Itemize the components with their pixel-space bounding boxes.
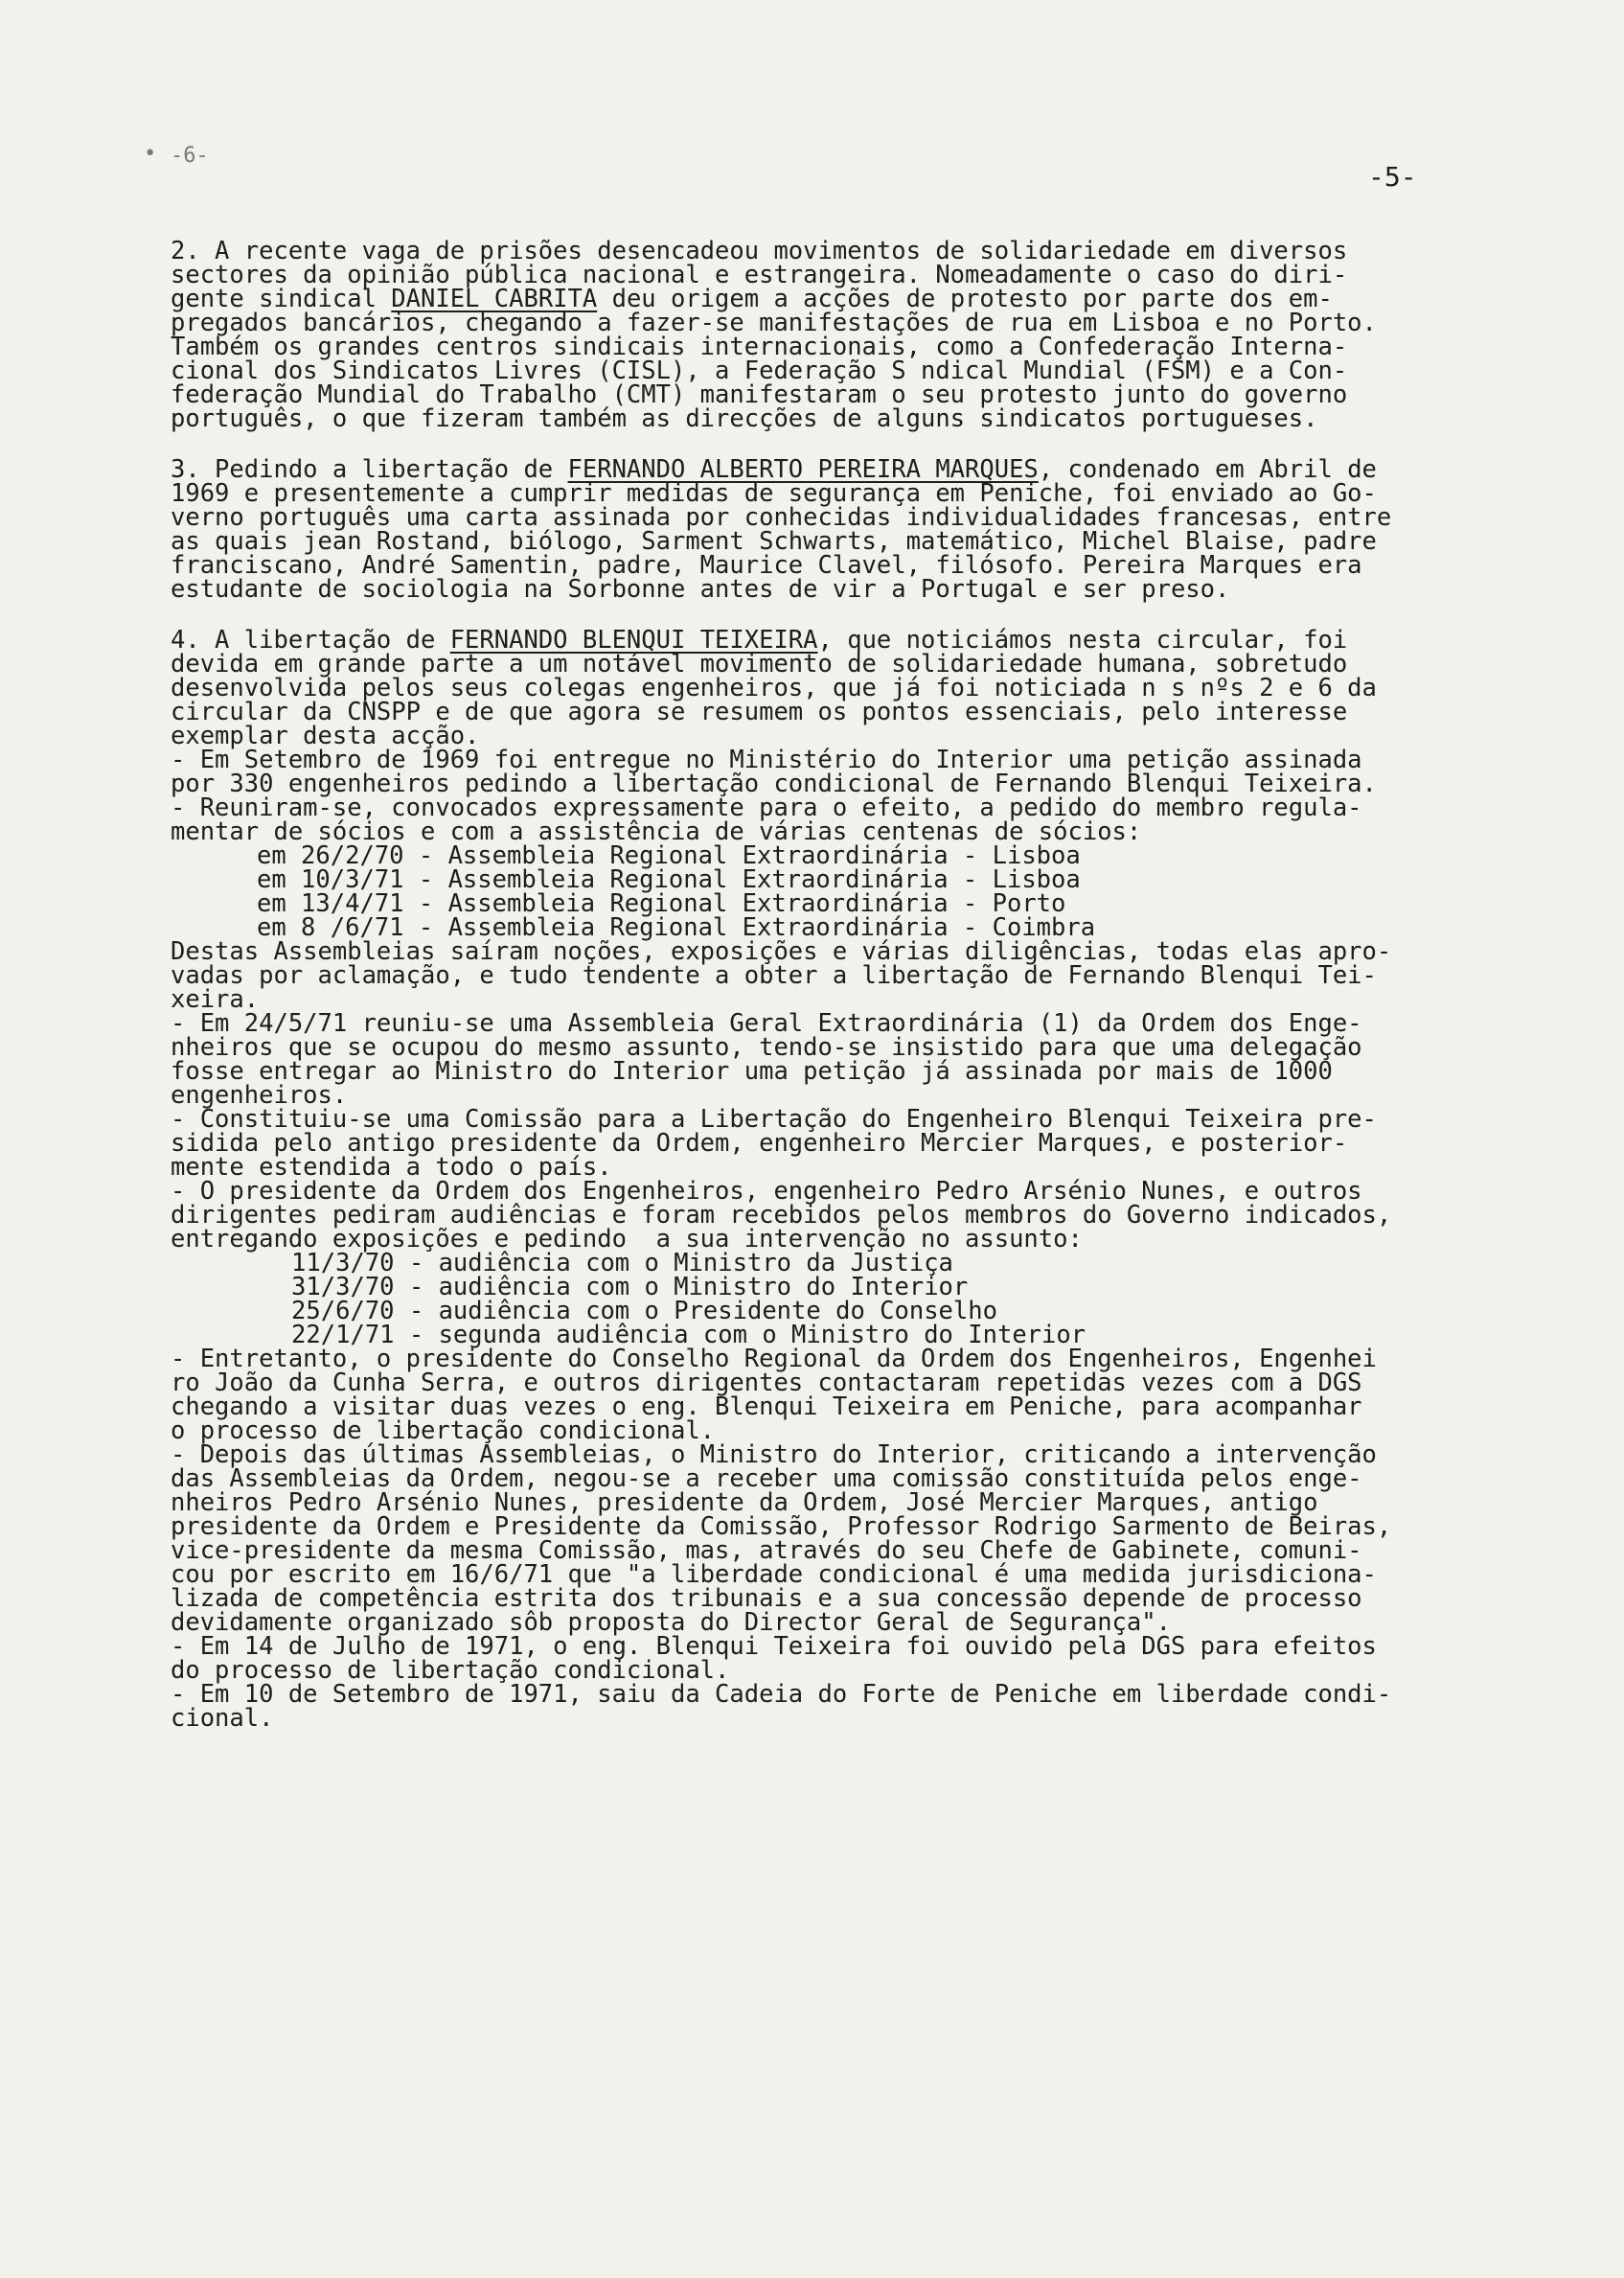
text-line: franciscano, André Samentin, padre, Maurice Clavel, filósofo. Pereira Marques era — [171, 551, 1362, 580]
line-segment: 3. Pedindo a libertação de — [171, 455, 568, 484]
text-line: mentar de sócios e com a assistência de várias centenas de sócios: — [171, 817, 1142, 846]
text-line: Também os grandes centros sindicais internacionais, como a Confederação Interna- — [171, 333, 1348, 361]
paragraph-2 — [171, 237, 1493, 433]
text-line: federação Mundial do Trabalho (CMT) manifestaram o seu protesto junto do governo — [171, 380, 1348, 409]
paragraph-gap — [171, 602, 1493, 629]
text-line: lizada de competência estrita dos tribunais e a sua concessão depende de processo — [171, 1584, 1362, 1613]
text-line: - Em 14 de Julho de 1971, o eng. Blenqui Teixeira foi ouvido pela DGS para efeitos — [171, 1632, 1377, 1661]
text-line: em 26/2/70 - Assembleia Regional Extraordinária - Lisboa — [257, 841, 1081, 870]
text-line: exemplar desta acção. — [171, 722, 480, 750]
paragraph-3 — [171, 455, 1493, 604]
text-line: 22/1/71 - segunda audiência com o Ministro do Interior — [247, 1321, 1086, 1349]
text-line: as quais jean Rostand, biólogo, Sarment Schwarts, matemático, Michel Blaise, padre — [171, 527, 1377, 556]
text-line: cou por escrito em 16/6/71 que "a liberdade condicional é uma medida jurisdiciona- — [171, 1560, 1377, 1589]
paragraph-gap — [171, 431, 1493, 458]
text-line: 11/3/70 - audiência com o Ministro da Justiça — [247, 1249, 953, 1277]
text-line: - Entretanto, o presidente do Conselho Regional da Ordem dos Engenheiros, Engenhei — [171, 1345, 1377, 1373]
underlined-name: FERNANDO ALBERTO PEREIRA MARQUES — [567, 455, 1039, 484]
text-line: circular da CNSPP e de que agora se resumem os pontos essenciais, pelo interesse — [171, 698, 1348, 726]
text-line: estudante de sociologia na Sorbonne antes de vir a Portugal e ser preso. — [171, 575, 1230, 604]
text-line: nheiros que se ocupou do mesmo assunto, tendo-se insistido para que uma delegação — [171, 1033, 1362, 1062]
text-line: sectores da opinião pública nacional e estrangeira. Nomeadamente o caso do diri- — [171, 261, 1348, 289]
text-line: - Em 10 de Setembro de 1971, saiu da Cadeia do Forte de Peniche em liberdade condi- — [171, 1680, 1392, 1709]
text-line: o processo de libertação condicional. — [171, 1416, 716, 1445]
text-line: - Depois das últimas Assembleias, o Ministro do Interior, criticando a intervenção — [171, 1440, 1377, 1469]
text-line: português, o que fizeram também as direcções de alguns sindicatos portugueses. — [171, 404, 1318, 433]
underlined-name: DANIEL CABRITA — [391, 285, 598, 313]
text-line: 2. A recente vaga de prisões desencadeou movimentos de solidariedade em diversos — [171, 237, 1348, 265]
text-line: ro João da Cunha Serra, e outros dirigentes contactaram repetidas vezes com a DGS — [171, 1369, 1362, 1397]
line-segment: 4. A libertação de — [171, 626, 450, 655]
text-line: - Reuniram-se, convocados expressamente para o efeito, a pedido do membro regula- — [171, 794, 1362, 822]
underlined-name: FERNANDO BLENQUI TEIXEIRA — [449, 626, 818, 655]
text-line: devidamente organizado sôb proposta do Director Geral de Segurança". — [171, 1608, 1171, 1637]
text-line: - Em 24/5/71 reuniu-se uma Assembleia Geral Extraordinária (1) da Ordem dos Enge- — [171, 1009, 1362, 1038]
stray-dot-mark: • — [144, 142, 157, 166]
text-line: - Em Setembro de 1969 foi entregue no Ministério do Interior uma petição assinada — [171, 746, 1362, 774]
line-segment: deu origem a acções de protesto por parte dos em- — [597, 285, 1333, 313]
page-number: -5- — [1368, 161, 1417, 193]
line-segment: gente sindical — [171, 285, 392, 313]
document-body — [171, 237, 1493, 1733]
text-line: vice-presidente da mesma Comissão, mas, através do seu Chefe de Gabinete, comuni- — [171, 1536, 1362, 1565]
text-line: engenheiros. — [171, 1081, 348, 1110]
text-line: 25/6/70 - audiência com o Presidente do Conselho — [247, 1297, 997, 1325]
text-line: sidida pelo antigo presidente da Ordem, engenheiro Mercier Marques, e posterior- — [171, 1129, 1348, 1158]
stray-page-mark: -6- — [171, 144, 209, 168]
text-line: vadas por aclamação, e tudo tendente a obter a libertação de Fernando Blenqui Tei- — [171, 961, 1377, 990]
text-line: mente estendida a todo o país. — [171, 1153, 612, 1182]
text-line: cional dos Sindicatos Livres (CISL), a Federação S ndical Mundial (FSM) e a Con- — [171, 357, 1348, 385]
text-line: em 13/4/71 - Assembleia Regional Extraordinária - Porto — [257, 889, 1066, 918]
text-line: devida em grande parte a um notável movimento de solidariedade humana, sobretudo — [171, 650, 1348, 679]
text-line: presidente da Ordem e Presidente da Comissão, Professor Rodrigo Sarmento de Beiras, — [171, 1512, 1392, 1541]
text-line: chegando a visitar duas vezes o eng. Blenqui Teixeira em Peniche, para acompanhar — [171, 1392, 1362, 1421]
text-line: - Constituiu-se uma Comissão para a Libertação do Engenheiro Blenqui Teixeira pre- — [171, 1105, 1377, 1134]
text-line: do processo de libertação condicional. — [171, 1656, 730, 1685]
text-line: dirigentes pediram audiências e foram recebidos pelos membros do Governo indicados, — [171, 1201, 1392, 1230]
line-segment: , que noticiámos nesta circular, foi — [817, 626, 1348, 655]
text-line: 1969 e presentemente a cumprir medidas de segurança em Peniche, foi enviado ao Go- — [171, 479, 1377, 508]
text-line: entregando exposições e pedindo a sua intervenção no assunto: — [171, 1225, 1083, 1254]
text-line: verno português uma carta assinada por conhecidas individualidades francesas, entre — [171, 503, 1392, 532]
text-line: por 330 engenheiros pedindo a libertação condicional de Fernando Blenqui Teixeira. — [171, 770, 1377, 798]
text-line: desenvolvida pelos seus colegas engenheiros, que já foi noticiada n s nºs 2 e 6 da — [171, 674, 1377, 702]
line-segment: , condenado em Abril de — [1038, 455, 1377, 484]
text-line: das Assembleias da Ordem, negou-se a receber uma comissão constituída pelos enge- — [171, 1464, 1362, 1493]
text-line: fosse entregar ao Ministro do Interior uma petição já assinada por mais de 1000 — [171, 1057, 1333, 1086]
text-line: nheiros Pedro Arsénio Nunes, presidente da Ordem, José Mercier Marques, antigo — [171, 1488, 1318, 1517]
text-line: - O presidente da Ordem dos Engenheiros, engenheiro Pedro Arsénio Nunes, e outros — [171, 1177, 1362, 1206]
text-line: em 10/3/71 - Assembleia Regional Extraordinária - Lisboa — [257, 865, 1081, 894]
paragraph-4 — [171, 626, 1493, 1733]
text-line: em 8 /6/71 - Assembleia Regional Extraordinária - Coimbra — [257, 913, 1096, 942]
text-line: Destas Assembleias saíram noções, exposições e várias diligências, todas elas apro- — [171, 937, 1392, 966]
text-line: cional. — [171, 1704, 274, 1733]
text-line: xeira. — [171, 985, 260, 1014]
text-line: pregados bancários, chegando a fazer-se manifestações de rua em Lisboa e no Porto. — [171, 309, 1377, 337]
text-line: 31/3/70 - audiência com o Ministro do Interior — [247, 1273, 969, 1301]
